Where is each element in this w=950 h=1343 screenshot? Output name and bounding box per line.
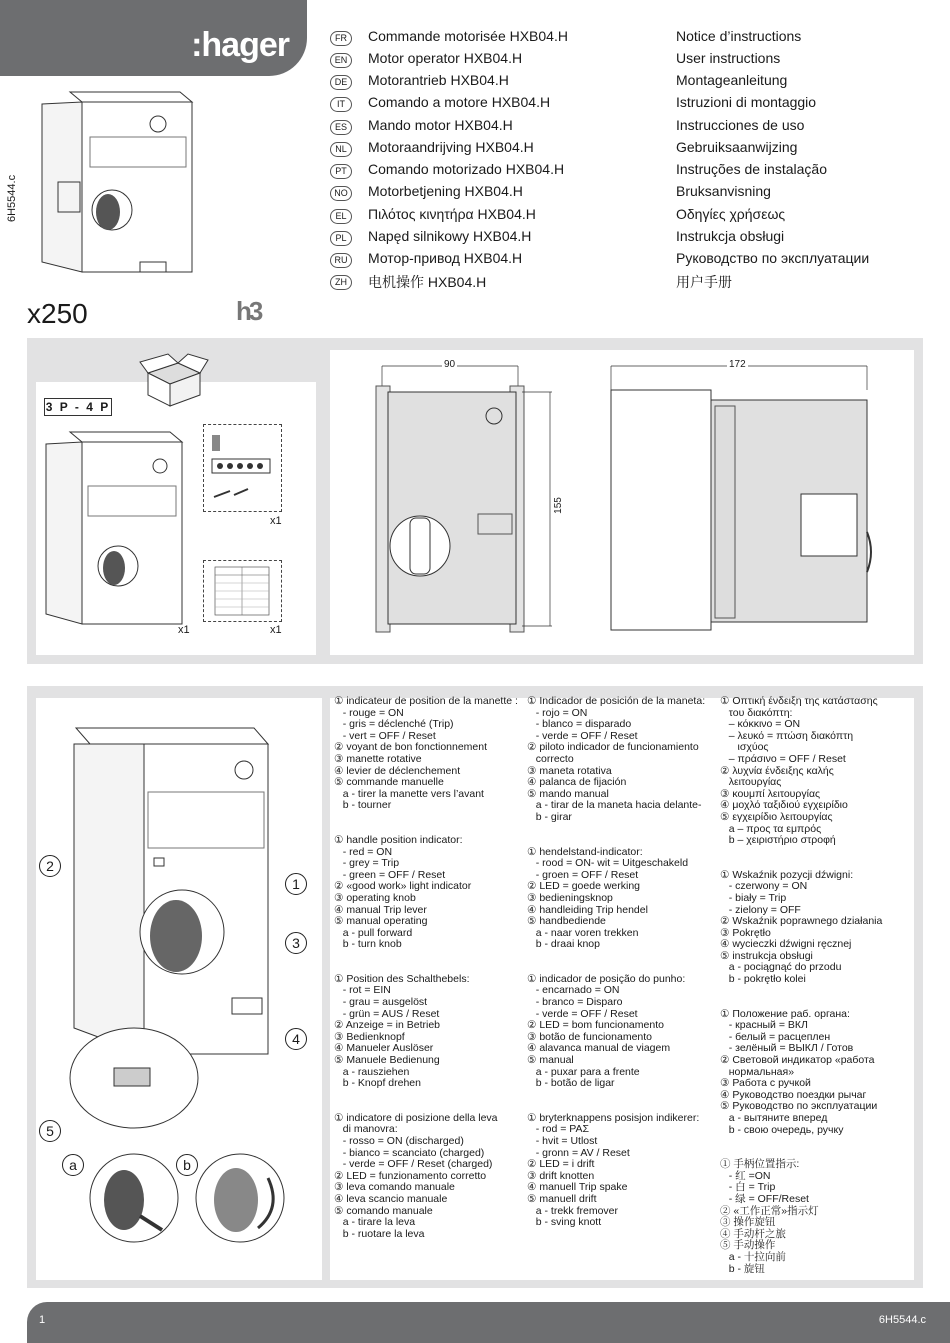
- description-line: ③ leva comando manuale: [334, 1181, 455, 1194]
- box-icon: [138, 348, 210, 410]
- description-line: b - Knopf drehen: [334, 1077, 421, 1090]
- description-line: - gronn = AV / Reset: [527, 1146, 630, 1159]
- description-line: ② Anzeige = in Betrieb: [334, 1019, 441, 1032]
- description-line: ⑤ handbediende: [527, 915, 606, 928]
- brand-logo: [0, 0, 307, 76]
- instructions-title: Οδηγίες χρήσεως: [676, 206, 786, 222]
- product-title: Motorbetjening HXB04.H: [368, 183, 523, 199]
- description-line: – λευκό = πτώση διακόπτη: [720, 729, 854, 742]
- product-title: Napęd silnikowy HXB04.H: [368, 228, 532, 244]
- title-row: [330, 228, 930, 250]
- description-block: [334, 835, 522, 951]
- description-column-2: [527, 696, 717, 1252]
- description-line: нормальная»: [720, 1065, 795, 1078]
- accessories-qty: x1: [270, 515, 282, 527]
- description-line: ③ manette rotative: [334, 752, 422, 765]
- brand-name: :hager: [191, 26, 289, 64]
- description-line: - biały = Trip: [720, 891, 787, 904]
- description-line: - green = OFF / Reset: [334, 868, 446, 881]
- description-line: - bianco = scanciato (charged): [334, 1146, 485, 1159]
- callout-a: a: [62, 1154, 84, 1176]
- description-line: ⑤ commande manuelle: [334, 776, 444, 789]
- product-title: Motorantrieb HXB04.H: [368, 72, 509, 88]
- description-line: ④ levier de déclenchement: [334, 764, 461, 777]
- description-line: ⑤ manuell drift: [527, 1192, 597, 1205]
- doc-code-vertical: 6H5544.c: [6, 174, 18, 222]
- description-line: ① Положение раб. органа:: [720, 1007, 850, 1020]
- description-line: - rod = PAΣ: [527, 1123, 590, 1136]
- description-line: ⑤ manual: [527, 1054, 574, 1067]
- front-view-drawing: [370, 356, 570, 640]
- description-block: [527, 696, 717, 824]
- description-block: [334, 696, 522, 812]
- language-code-badge: EL: [330, 209, 352, 224]
- instructions-title: Instrucciones de uso: [676, 117, 805, 133]
- language-code-badge: RU: [330, 253, 352, 268]
- title-row: [330, 94, 930, 116]
- description-line: - rosso = ON (discharged): [334, 1135, 464, 1147]
- language-code-badge: IT: [330, 97, 352, 112]
- description-line: ② «good work» light indicator: [334, 880, 472, 893]
- description-line: ② LED = funzionamento corretto: [334, 1169, 487, 1182]
- instructions-title: Istruzioni di montaggio: [676, 94, 817, 110]
- h3-series-logo: h3: [236, 296, 261, 326]
- description-line: a - rausziehen: [334, 1065, 410, 1078]
- description-line: a - 十拉向前: [720, 1250, 786, 1263]
- kit-device-qty: x1: [178, 624, 190, 636]
- description-line: ① Position des Schalthebels:: [334, 972, 470, 985]
- description-line: ⑤ comando manuale: [334, 1204, 433, 1217]
- description-line: di manovra:: [334, 1123, 398, 1136]
- description-line: ② piloto indicador de funcionamiento: [527, 741, 699, 754]
- terminal-screws-icon: [204, 425, 281, 511]
- instructions-title: 用户手册: [676, 274, 732, 290]
- accessories-box: [203, 424, 282, 512]
- description-line: - красный = ВКЛ: [720, 1019, 808, 1032]
- description-line: a - naar voren trekken: [527, 926, 639, 939]
- description-line: - зелёный = ВЫКЛ / Готов: [720, 1042, 854, 1055]
- description-line: b - 旋钮: [720, 1262, 765, 1275]
- product-title: Comando motorizado HXB04.H: [368, 161, 565, 177]
- instructions-title: Montageanleitung: [676, 72, 788, 88]
- dimension-width: 90: [444, 359, 456, 370]
- description-line: ② Wskaźnik poprawnego działania: [720, 915, 883, 928]
- description-line: ② voyant de bon fonctionnement: [334, 741, 488, 754]
- description-line: a - tirar de la maneta hacia delante-: [527, 799, 702, 812]
- description-line: a - pull forward: [334, 926, 413, 939]
- description-line: - blanco = disparado: [527, 718, 632, 731]
- title-row: [330, 250, 930, 272]
- description-line: ④ palanca de fijación: [527, 776, 627, 789]
- callout-2: 2: [39, 855, 61, 877]
- description-line: ④ handleiding Trip hendel: [527, 903, 648, 916]
- description-line: ② λυχνία ένδειξης καλής: [720, 764, 834, 777]
- description-line: b - pokrętło kolei: [720, 973, 806, 986]
- description-line: b - tourner: [334, 799, 392, 812]
- description-block: [334, 974, 522, 1090]
- instructions-title: Руководство по эксплуатации: [676, 250, 870, 266]
- setting-table-icon: [204, 561, 281, 621]
- description-line: a - pociągnąć do przodu: [720, 961, 842, 974]
- description-line: - hvit = Utlost: [527, 1135, 598, 1147]
- description-line: ④ manual Trip lever: [334, 903, 427, 916]
- description-line: b - ruotare la leva: [334, 1227, 425, 1240]
- description-line: a - tirare la leva: [334, 1216, 416, 1229]
- operation-illustration: [44, 708, 294, 1268]
- description-line: - gris = déclenché (Trip): [334, 718, 454, 731]
- description-line: ⑤ instrukcja obsługi: [720, 949, 813, 962]
- description-line: ④ 手动杆之旅: [720, 1227, 786, 1240]
- description-line: b - botão de ligar: [527, 1077, 615, 1090]
- language-code-badge: ES: [330, 120, 352, 135]
- description-line: b - draai knop: [527, 938, 600, 951]
- language-code-badge: EN: [330, 53, 352, 68]
- description-block: [527, 847, 717, 951]
- description-line: ③ bedieningsknop: [527, 891, 613, 904]
- description-line: ⑤ εγχειρίδιο λειτουργίας: [720, 810, 833, 823]
- description-line: b - turn knob: [334, 938, 402, 951]
- product-title: Мотор-привод HXB04.H: [368, 250, 523, 266]
- description-block: [720, 696, 920, 847]
- product-title: Motoraandrijving HXB04.H: [368, 139, 534, 155]
- description-line: ① Wskaźnik pozycji dźwigni:: [720, 868, 854, 881]
- description-line: - grün = AUS / Reset: [334, 1007, 440, 1020]
- callout-3: 3: [285, 932, 307, 954]
- description-line: – πράσινο = OFF / Reset: [720, 752, 846, 765]
- description-line: - 绿 = OFF/Reset: [720, 1192, 809, 1205]
- description-line: ④ manuell Trip spake: [527, 1181, 628, 1194]
- description-line: - zielony = OFF: [720, 903, 801, 916]
- page-number: 1: [39, 1314, 46, 1326]
- description-line: ③ Pokrętło: [720, 926, 771, 939]
- description-line: ① Οπτική ένδειξη της κατάστασης: [720, 695, 878, 707]
- description-line: ③ κουμπί λειτουργίας: [720, 787, 821, 800]
- description-line: - rood = ON- wit = Uitgeschakeld: [527, 857, 689, 870]
- description-line: ① hendelstand-indicator:: [527, 845, 643, 858]
- description-line: ② Световой индикатор «работа: [720, 1054, 875, 1067]
- description-line: ③ operating knob: [334, 891, 416, 904]
- callout-4: 4: [285, 1028, 307, 1050]
- description-column-3: [720, 696, 920, 1298]
- title-row: [330, 117, 930, 139]
- description-line: ισχύος: [720, 741, 769, 754]
- description-block: [527, 974, 717, 1090]
- description-line: ④ wycieczki dźwigni ręcznej: [720, 938, 852, 951]
- instructions-title: User instructions: [676, 50, 781, 66]
- title-row: [330, 206, 930, 228]
- description-line: ① indicador de posição do punho:: [527, 972, 686, 985]
- callout-1: 1: [285, 873, 307, 895]
- product-title: Commande motorisée HXB04.H: [368, 28, 568, 44]
- description-line: - 红 =ON: [720, 1169, 771, 1182]
- description-line: - 白 = Trip: [720, 1181, 776, 1194]
- description-line: - vert = OFF / Reset: [334, 729, 436, 742]
- description-line: λειτουργίας: [720, 776, 782, 789]
- description-line: του διακόπτη:: [720, 706, 793, 719]
- description-line: ⑤ 手动操作: [720, 1239, 776, 1252]
- description-line: ③ botão de funcionamento: [527, 1030, 653, 1043]
- description-line: a - trekk fremover: [527, 1204, 619, 1217]
- footer-bar: [27, 1302, 950, 1343]
- title-row: [330, 161, 930, 183]
- dimension-depth: 172: [729, 359, 746, 370]
- description-line: ① indicateur de position de la manette :: [334, 695, 518, 707]
- description-line: - verde = OFF / Reset: [527, 729, 638, 742]
- description-line: b - sving knott: [527, 1216, 602, 1229]
- description-line: ③ drift knotten: [527, 1169, 595, 1182]
- description-line: b – χειριστήριο στροφή: [720, 834, 836, 847]
- language-code-badge: NL: [330, 142, 352, 157]
- title-row: [330, 139, 930, 161]
- side-view-drawing: [605, 356, 895, 640]
- description-line: - branco = Disparo: [527, 996, 623, 1009]
- product-title: Motor operator HXB04.H: [368, 50, 523, 66]
- description-line: - red = ON: [334, 845, 393, 858]
- description-line: a – προς τα εμπρός: [720, 822, 822, 835]
- title-row: [330, 28, 930, 50]
- dimension-height: 155: [552, 497, 564, 514]
- instructions-title: Instrukcja obsługi: [676, 228, 785, 244]
- description-block: [720, 870, 920, 986]
- description-block: [334, 1113, 522, 1241]
- description-line: ③ Bedienknopf: [334, 1030, 405, 1043]
- footer-doc-code: 6H5544.c: [878, 1314, 926, 1326]
- description-line: ⑤ Руководство по эксплуатации: [720, 1100, 878, 1113]
- description-line: a - puxar para a frente: [527, 1065, 640, 1078]
- description-line: ④ Manueler Auslöser: [334, 1042, 434, 1055]
- instructions-title: Instruções de instalação: [676, 161, 827, 177]
- setting-table-box: [203, 560, 282, 622]
- product-title: Comando a motore HXB04.H: [368, 94, 551, 110]
- title-row: [330, 183, 930, 205]
- description-line: ② LED = i drift: [527, 1158, 595, 1171]
- setting-table-qty: x1: [270, 624, 282, 636]
- description-line: ① bryterknappens posisjon indikerer:: [527, 1111, 700, 1124]
- description-line: - rouge = ON: [334, 706, 404, 719]
- language-code-badge: PL: [330, 231, 352, 246]
- description-line: ④ alavanca manual de viagem: [527, 1042, 671, 1055]
- instructions-title: Gebruiksaanwijzing: [676, 139, 798, 155]
- description-column-1: [334, 696, 522, 1263]
- description-line: ③ maneta rotativa: [527, 764, 612, 777]
- language-code-badge: NO: [330, 186, 352, 201]
- description-line: – κόκκινο = ON: [720, 718, 801, 731]
- description-line: - rot = EIN: [334, 984, 391, 997]
- description-line: ③ Работа с ручкой: [720, 1077, 811, 1090]
- description-line: a - tirer la manette vers l’avant: [334, 787, 484, 800]
- language-code-badge: FR: [330, 31, 352, 46]
- description-line: ④ leva scancio manuale: [334, 1192, 448, 1205]
- instructions-title: Notice d’instructions: [676, 28, 802, 44]
- description-line: a - вытяните вперед: [720, 1112, 828, 1124]
- description-line: ⑤ manual operating: [334, 915, 428, 928]
- description-line: correcto: [527, 752, 574, 765]
- kit-variant-label: 3 P - 4 P: [45, 400, 111, 414]
- description-line: b - свою очередь, ручку: [720, 1123, 844, 1136]
- description-line: - verde = OFF / Reset (charged): [334, 1158, 493, 1171]
- description-line: b - girar: [527, 810, 572, 823]
- product-title: Mando motor HXB04.H: [368, 117, 513, 133]
- quantity-label: x250: [27, 298, 88, 329]
- language-code-badge: DE: [330, 75, 352, 90]
- description-line: - encarnado = ON: [527, 984, 620, 997]
- language-code-badge: ZH: [330, 275, 352, 290]
- description-line: ⑤ mando manual: [527, 787, 609, 800]
- title-row: [330, 272, 930, 294]
- description-line: ① indicatore di posizione della leva: [334, 1111, 498, 1124]
- product-title: Πιλότος κινητήρα HXB04.H: [368, 206, 536, 222]
- description-line: - белый = расцеплен: [720, 1030, 831, 1043]
- callout-b: b: [176, 1154, 198, 1176]
- description-line: - grey = Trip: [334, 857, 400, 870]
- product-title: 电机操作 HXB04.H: [368, 274, 487, 290]
- description-line: ① handle position indicator:: [334, 833, 463, 846]
- description-line: ① 手柄位置指示:: [720, 1158, 800, 1171]
- description-line: ③ 操作旋钮: [720, 1216, 776, 1229]
- description-block: [720, 1159, 920, 1275]
- description-line: - verde = OFF / Reset: [527, 1007, 638, 1020]
- description-line: ④ Руководство поездки рычаг: [720, 1088, 867, 1101]
- kit-device-illustration: [40, 424, 192, 630]
- description-line: ④ μοχλό ταξιδιού εγχειρίδιο: [720, 799, 848, 812]
- description-line: - czerwony = ON: [720, 880, 808, 893]
- callout-5: 5: [39, 1120, 61, 1142]
- description-line: ⑤ Manuele Bedienung: [334, 1054, 440, 1067]
- description-line: ① Indicador de posición de la maneta:: [527, 695, 706, 707]
- title-row: [330, 50, 930, 72]
- language-code-badge: PT: [330, 164, 352, 179]
- instructions-title: Bruksanvisning: [676, 183, 771, 199]
- product-illustration: [20, 82, 210, 284]
- title-row: [330, 72, 930, 94]
- description-line: - rojo = ON: [527, 706, 588, 719]
- description-line: ② LED = goede werking: [527, 880, 641, 893]
- description-block: [527, 1113, 717, 1229]
- description-line: ② LED = bom funcionamento: [527, 1019, 664, 1032]
- description-line: ② «工作正常»指示灯: [720, 1204, 819, 1217]
- description-block: [720, 1009, 920, 1137]
- description-line: - groen = OFF / Reset: [527, 868, 639, 881]
- description-line: - grau = ausgelöst: [334, 996, 428, 1009]
